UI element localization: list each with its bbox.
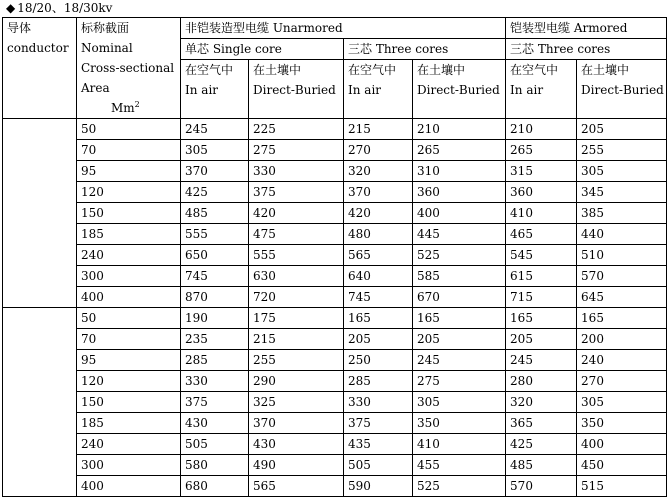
table-row [3,308,667,329]
table-row [3,245,667,266]
area-value-cell: 120 [77,371,181,392]
three-cores-armored-header: 三芯 Three cores [506,39,667,60]
rating-value-cell: 290 [249,371,344,392]
rating-value-cell: 345 [577,182,667,203]
rating-value-cell: 265 [506,140,577,161]
rating-value-cell: 375 [344,413,413,434]
rating-value-cell: 430 [249,434,344,455]
rating-value-cell: 215 [344,119,413,140]
area-value-cell: 120 [77,182,181,203]
area-value-cell: 70 [77,329,181,350]
rating-value-cell: 255 [577,140,667,161]
current-rating-table [2,17,667,497]
buried-header-2: 在土壤中 Direct-Buried [413,60,506,119]
rating-value-cell: 580 [181,455,249,476]
table-row [3,350,667,371]
table-row [3,476,667,497]
rating-value-cell: 330 [181,371,249,392]
rating-value-cell: 445 [413,224,506,245]
rating-value-cell: 450 [577,455,667,476]
rating-value-cell: 400 [413,203,506,224]
rating-value-cell: 235 [181,329,249,350]
rating-value-cell: 270 [344,140,413,161]
area-value-cell: 95 [77,350,181,371]
rating-value-cell: 485 [181,203,249,224]
buried-header-1: 在土壤中 Direct-Buried [249,60,344,119]
rating-value-cell: 175 [249,308,344,329]
rating-value-cell: 200 [577,329,667,350]
rating-value-cell: 285 [181,350,249,371]
rating-value-cell: 280 [506,371,577,392]
rating-value-cell: 745 [181,266,249,287]
area-value-cell: 185 [77,224,181,245]
conductor-header [3,18,77,119]
rating-value-cell: 490 [249,455,344,476]
rating-value-cell: 270 [577,371,667,392]
three-cores-unarmored-header: 三芯 Three cores [344,39,506,60]
rating-value-cell: 370 [249,413,344,434]
rating-value-cell: 250 [344,350,413,371]
rating-value-cell: 305 [577,161,667,182]
rating-value-cell: 715 [506,287,577,308]
rating-value-cell: 425 [181,182,249,203]
rating-value-cell: 400 [577,434,667,455]
rating-value-cell: 320 [344,161,413,182]
rating-value-cell: 165 [577,308,667,329]
rating-value-cell: 410 [506,203,577,224]
rating-value-cell: 425 [506,434,577,455]
diamond-bullet-icon: ◆ [6,1,16,15]
rating-value-cell: 365 [506,413,577,434]
rating-value-cell: 165 [344,308,413,329]
table-row [3,161,667,182]
rating-value-cell: 305 [181,140,249,161]
rating-value-cell: 505 [344,455,413,476]
rating-value-cell: 165 [506,308,577,329]
rating-value-cell: 650 [181,245,249,266]
rating-value-cell: 565 [249,476,344,497]
area-value-cell: 185 [77,413,181,434]
in-air-header-3: 在空气中 In air [506,60,577,119]
rating-value-cell: 645 [577,287,667,308]
rating-value-cell: 210 [413,119,506,140]
rating-value-cell: 360 [506,182,577,203]
rating-value-cell: 570 [577,266,667,287]
rating-value-cell: 505 [181,434,249,455]
rating-value-cell: 480 [344,224,413,245]
rating-value-cell: 475 [249,224,344,245]
rating-value-cell: 305 [413,392,506,413]
rating-value-cell: 465 [506,224,577,245]
rating-value-cell: 275 [413,371,506,392]
area-value-cell: 150 [77,392,181,413]
conductor-label-en: conductor [7,41,69,55]
rating-value-cell: 255 [249,350,344,371]
rating-value-cell: 370 [344,182,413,203]
area-value-cell: 400 [77,287,181,308]
table-row [3,224,667,245]
buried-header-3: 在土壤中 Direct-Buried [577,60,667,119]
table-row [3,455,667,476]
rating-value-cell: 570 [506,476,577,497]
header-row-1 [3,18,667,39]
rating-value-cell: 435 [344,434,413,455]
area-value-cell: 240 [77,434,181,455]
table-row [3,392,667,413]
rating-value-cell: 350 [413,413,506,434]
rating-value-cell: 545 [506,245,577,266]
rating-value-cell: 375 [181,392,249,413]
area-value-cell: 150 [77,203,181,224]
rating-value-cell: 245 [506,350,577,371]
rating-value-cell: 585 [413,266,506,287]
rating-value-cell: 745 [344,287,413,308]
in-air-header-1: 在空气中 In air [181,60,249,119]
rating-value-cell: 565 [344,245,413,266]
area-value-cell: 70 [77,140,181,161]
rating-value-cell: 350 [577,413,667,434]
rating-value-cell: 330 [344,392,413,413]
unarmored-header: 非铠装造型电缆 Unarmored [181,18,506,39]
area-unit-superscript: 2 [134,100,140,109]
rating-value-cell: 205 [506,329,577,350]
voltage-rating: 18/20、18/30kv [17,1,113,15]
armored-header: 铠装型电缆 Armored [506,18,667,39]
rating-value-cell: 385 [577,203,667,224]
table-row [3,287,667,308]
rating-value-cell: 525 [413,476,506,497]
rating-value-cell: 205 [577,119,667,140]
rating-value-cell: 455 [413,455,506,476]
area-label-en-3: Area [81,81,110,95]
rating-value-cell: 245 [181,119,249,140]
table-row [3,140,667,161]
rating-value-cell: 420 [249,203,344,224]
rating-value-cell: 285 [344,371,413,392]
area-value-cell: 50 [77,119,181,140]
area-value-cell: 300 [77,455,181,476]
conductor-group-cell [3,308,77,497]
rating-value-cell: 640 [344,266,413,287]
page-title [6,1,112,15]
in-air-header-2: 在空气中 In air [344,60,413,119]
conductor-group-cell [3,119,77,308]
rating-value-cell: 525 [413,245,506,266]
single-core-header: 单芯 Single core [181,39,344,60]
rating-value-cell: 720 [249,287,344,308]
table-row [3,119,667,140]
area-label-en-1: Nominal [81,41,133,55]
rating-value-cell: 515 [577,476,667,497]
rating-value-cell: 215 [249,329,344,350]
table-row [3,413,667,434]
rating-value-cell: 555 [181,224,249,245]
area-value-cell: 240 [77,245,181,266]
rating-value-cell: 615 [506,266,577,287]
table-row [3,329,667,350]
rating-value-cell: 670 [413,287,506,308]
rating-value-cell: 165 [413,308,506,329]
rating-value-cell: 680 [181,476,249,497]
rating-value-cell: 305 [577,392,667,413]
rating-value-cell: 555 [249,245,344,266]
rating-value-cell: 330 [249,161,344,182]
conductor-label-cn: 导体 [7,21,32,35]
rating-value-cell: 265 [413,140,506,161]
rating-value-cell: 325 [249,392,344,413]
rating-value-cell: 430 [181,413,249,434]
table-row [3,182,667,203]
area-value-cell: 400 [77,476,181,497]
area-header [77,18,181,119]
rating-value-cell: 315 [506,161,577,182]
rating-value-cell: 485 [506,455,577,476]
area-unit: Mm$^2$ [111,100,140,115]
rating-value-cell: 275 [249,140,344,161]
rating-value-cell: 590 [344,476,413,497]
rating-value-cell: 410 [413,434,506,455]
rating-value-cell: 240 [577,350,667,371]
area-label-cn: 标称截面 [81,21,130,35]
table-row [3,434,667,455]
rating-value-cell: 310 [413,161,506,182]
table-row [3,266,667,287]
table-row [3,203,667,224]
rating-value-cell: 375 [249,182,344,203]
rating-value-cell: 190 [181,308,249,329]
area-value-cell: 95 [77,161,181,182]
rating-value-cell: 245 [413,350,506,371]
rating-value-cell: 440 [577,224,667,245]
table-row [3,371,667,392]
area-label-en-2: Cross-sectional [81,61,175,75]
rating-value-cell: 205 [413,329,506,350]
rating-value-cell: 870 [181,287,249,308]
rating-value-cell: 360 [413,182,506,203]
rating-value-cell: 420 [344,203,413,224]
rating-value-cell: 320 [506,392,577,413]
area-value-cell: 300 [77,266,181,287]
rating-value-cell: 630 [249,266,344,287]
rating-value-cell: 510 [577,245,667,266]
rating-value-cell: 210 [506,119,577,140]
rating-value-cell: 225 [249,119,344,140]
rating-value-cell: 205 [344,329,413,350]
rating-value-cell: 370 [181,161,249,182]
area-value-cell: 50 [77,308,181,329]
